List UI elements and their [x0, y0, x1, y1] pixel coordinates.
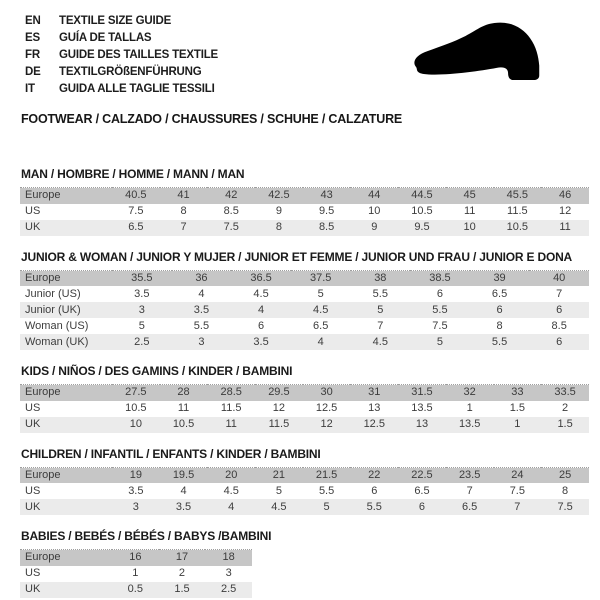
- row-label: Junior (US): [25, 287, 81, 300]
- row-label: UK: [20, 499, 112, 515]
- size-cell: 32: [446, 385, 494, 401]
- size-cell: 4: [231, 302, 291, 318]
- size-cell: 33.5: [541, 385, 589, 401]
- row-label: Junior (UK): [20, 302, 112, 318]
- size-cell: 6.5: [446, 499, 494, 515]
- language-code: ES: [25, 32, 40, 44]
- size-cell: 12.5: [350, 417, 398, 433]
- row-label: UK: [20, 582, 112, 598]
- size-cell: 10: [368, 205, 381, 217]
- size-cell: 39: [470, 270, 530, 286]
- size-cell: 5: [275, 484, 282, 497]
- size-cell: 6: [436, 287, 443, 300]
- size-cell: 3.5: [172, 302, 232, 318]
- size-cell: 4.5: [351, 334, 411, 350]
- category-heading: FOOTWEAR / CALZADO / CHAUSSURES / SCHUHE / CALZATURE: [21, 112, 403, 126]
- size-cell: 24: [494, 467, 542, 483]
- size-cell: 4: [180, 484, 187, 497]
- size-cell: 12.5: [315, 402, 338, 414]
- size-cell: 9.5: [398, 220, 446, 236]
- size-cell: 1.5: [541, 417, 589, 433]
- size-cell: 10.5: [125, 402, 147, 414]
- size-cell: 5.5: [318, 484, 335, 497]
- size-cell: 10: [112, 417, 160, 433]
- size-cell: 6.5: [414, 484, 430, 497]
- table-header-row: [20, 188, 589, 204]
- size-table: [20, 467, 589, 516]
- size-tables: [20, 168, 589, 600]
- table-title: CHILDREN / INFANTIL / ENFANTS / KINDER / BAMBINI: [21, 446, 321, 461]
- size-cell: 19: [112, 467, 160, 483]
- table-header-row: [20, 385, 589, 401]
- language-code: EN: [25, 15, 41, 27]
- language-list: [25, 13, 218, 98]
- size-cell: 11.5: [255, 417, 303, 433]
- size-cell: 12: [303, 417, 351, 433]
- size-cell: 21: [255, 467, 303, 483]
- size-cell: 8: [496, 319, 503, 332]
- table-title: MAN / HOMBRE / HOMME / MANN / MAN: [21, 167, 245, 181]
- language-row: [25, 13, 218, 30]
- table-row: [20, 318, 589, 334]
- size-cell: 3.5: [134, 287, 150, 300]
- table-row: [20, 204, 589, 220]
- size-cell: 4.5: [255, 499, 303, 515]
- size-cell: 35.5: [112, 270, 172, 286]
- size-cell: 7.5: [432, 319, 448, 332]
- size-cell: 12: [272, 402, 286, 414]
- size-cell: 8.5: [303, 220, 351, 236]
- size-cell: 6: [529, 334, 589, 350]
- size-cell: 7.5: [541, 499, 589, 515]
- table-block: [20, 168, 589, 236]
- size-cell: 1: [466, 402, 473, 414]
- size-cell: 5.5: [372, 287, 388, 300]
- size-cell: 9: [275, 205, 282, 217]
- size-cell: 18: [205, 550, 252, 566]
- table-row: [20, 566, 252, 582]
- size-cell: 7: [466, 484, 473, 497]
- size-cell: 11: [207, 417, 255, 433]
- size-cell: 6: [398, 499, 446, 515]
- size-cell: 0.5: [112, 582, 159, 598]
- size-cell: 11.5: [507, 205, 528, 217]
- size-cell: 3: [172, 334, 232, 350]
- size-cell: 4.5: [253, 287, 269, 300]
- size-cell: 4.5: [223, 484, 239, 497]
- size-cell: 2.5: [205, 582, 252, 598]
- size-cell: 8: [255, 220, 303, 236]
- table-block: [20, 530, 589, 598]
- size-cell: 3: [225, 567, 232, 579]
- table-row: [20, 401, 589, 417]
- row-label: Europe: [20, 550, 112, 566]
- table-header-row: [20, 467, 589, 483]
- size-cell: 5: [138, 319, 145, 332]
- size-cell: 25: [541, 467, 589, 483]
- size-cell: 22.5: [398, 467, 446, 483]
- row-label: US: [25, 567, 41, 579]
- size-cell: 42.5: [255, 188, 303, 204]
- size-cell: 11: [177, 402, 190, 414]
- table-header-row: [20, 550, 252, 566]
- size-cell: 11: [463, 205, 476, 217]
- row-label: Europe: [20, 467, 112, 483]
- size-table: [20, 384, 589, 433]
- size-cell: 6.5: [313, 319, 329, 332]
- size-cell: 5.5: [470, 334, 530, 350]
- row-label: UK: [20, 417, 112, 433]
- size-cell: 45.5: [494, 188, 542, 204]
- row-label: Europe: [20, 188, 112, 204]
- size-cell: 2.5: [112, 334, 172, 350]
- size-cell: 6.5: [491, 287, 508, 300]
- size-cell: 5: [303, 499, 351, 515]
- shoe-icon-path: [414, 23, 539, 80]
- size-cell: 23.5: [446, 467, 494, 483]
- size-cell: 31.5: [398, 385, 446, 401]
- size-cell: 38.5: [410, 270, 470, 286]
- size-cell: 7.5: [509, 484, 525, 497]
- size-cell: 12: [558, 205, 572, 217]
- size-cell: 3.5: [128, 484, 144, 497]
- size-cell: 8.5: [223, 205, 239, 217]
- row-label: US: [25, 484, 41, 497]
- size-cell: 4: [207, 499, 255, 515]
- row-label: UK: [20, 220, 112, 236]
- language-row: [25, 81, 218, 98]
- size-cell: 5.5: [193, 319, 210, 332]
- language-label: TEXTILE SIZE GUIDE: [59, 15, 172, 27]
- size-cell: 9: [350, 220, 398, 236]
- size-cell: 43: [303, 188, 351, 204]
- size-cell: 6: [529, 302, 589, 318]
- size-cell: 2: [562, 402, 569, 414]
- size-cell: 44.5: [398, 188, 446, 204]
- size-cell: 1: [132, 567, 139, 579]
- size-cell: 3: [112, 302, 172, 318]
- size-cell: 1.5: [509, 402, 525, 414]
- size-cell: 7.5: [128, 205, 144, 217]
- size-cell: 10.5: [160, 417, 208, 433]
- table-row: [20, 220, 589, 236]
- size-cell: 20: [207, 467, 255, 483]
- size-cell: 3: [112, 499, 160, 515]
- language-code: DE: [25, 66, 41, 78]
- table-row: [20, 286, 589, 302]
- size-cell: 5: [410, 334, 470, 350]
- size-cell: 16: [112, 550, 159, 566]
- size-cell: 4: [198, 287, 205, 300]
- table-title: KIDS / NIÑOS / DES GAMINS / KINDER / BAMBINI: [21, 364, 293, 378]
- size-cell: 28: [160, 385, 208, 401]
- size-cell: 1.5: [159, 582, 206, 598]
- table-block: [20, 448, 589, 516]
- table-block: [20, 251, 589, 351]
- size-cell: 5: [351, 302, 411, 318]
- size-cell: 28.5: [207, 385, 255, 401]
- size-cell: 33: [494, 385, 542, 401]
- language-row: [25, 47, 218, 64]
- table-row: [20, 582, 252, 598]
- size-cell: 42: [207, 188, 255, 204]
- size-cell: 10.5: [494, 220, 542, 236]
- size-cell: 4.5: [291, 302, 351, 318]
- size-cell: 8: [180, 205, 187, 217]
- size-cell: 13: [368, 402, 381, 414]
- size-cell: 10.5: [411, 205, 433, 217]
- size-cell: 7: [556, 287, 563, 300]
- size-cell: 46: [541, 188, 589, 204]
- language-label: TEXTILGRÖßENFÜHRUNG: [59, 66, 202, 78]
- size-cell: 8.5: [551, 319, 567, 332]
- size-cell: 29.5: [255, 385, 303, 401]
- table-title: JUNIOR & WOMAN / JUNIOR Y MUJER / JUNIOR ET FEMME / JUNIOR UND FRAU / JUNIOR E DONA: [21, 249, 573, 264]
- size-table: [20, 270, 589, 351]
- size-cell: 5.5: [410, 302, 470, 318]
- size-cell: 5: [317, 287, 324, 300]
- table-row: [20, 417, 589, 433]
- size-cell: 17: [159, 550, 206, 566]
- size-cell: 13.5: [411, 402, 433, 414]
- language-label: GUIDE DES TAILLES TEXTILE: [59, 49, 218, 61]
- row-label: US: [25, 205, 41, 217]
- size-cell: 30: [303, 385, 351, 401]
- row-label: Woman (UK): [20, 334, 112, 350]
- size-cell: 44: [350, 188, 398, 204]
- row-label: US: [25, 402, 41, 414]
- size-cell: 6.5: [112, 220, 160, 236]
- table-row: [20, 334, 589, 350]
- size-cell: 7: [160, 220, 208, 236]
- size-cell: 7.5: [207, 220, 255, 236]
- table-block: [20, 365, 589, 433]
- language-row: [25, 64, 218, 81]
- size-cell: 31: [350, 385, 398, 401]
- size-cell: 6: [371, 484, 378, 497]
- size-cell: 36: [172, 270, 232, 286]
- size-cell: 41: [160, 188, 208, 204]
- size-cell: 6: [258, 319, 265, 332]
- size-cell: 1: [494, 417, 542, 433]
- size-cell: 38: [351, 270, 411, 286]
- size-cell: 6: [470, 302, 530, 318]
- size-cell: 36.5: [231, 270, 291, 286]
- row-label: Europe: [20, 385, 112, 401]
- table-header-row: [20, 270, 589, 286]
- size-cell: 11: [541, 220, 589, 236]
- table-row: [20, 302, 589, 318]
- size-table: [20, 549, 252, 598]
- size-cell: 3.5: [231, 334, 291, 350]
- size-cell: 3.5: [160, 499, 208, 515]
- table-title: BABIES / BEBÉS / BÉBÉS / BABYS /BAMBINI: [21, 529, 272, 543]
- size-cell: 27.5: [112, 385, 160, 401]
- size-cell: 8: [562, 484, 569, 497]
- size-table: [20, 187, 589, 236]
- size-cell: 10: [446, 220, 494, 236]
- language-code: FR: [25, 49, 40, 61]
- size-cell: 5.5: [350, 499, 398, 515]
- size-cell: 13: [398, 417, 446, 433]
- size-cell: 40.5: [112, 188, 160, 204]
- language-row: [25, 30, 218, 47]
- size-cell: 45: [446, 188, 494, 204]
- size-cell: 4: [291, 334, 351, 350]
- language-label: GUÍA DE TALLAS: [59, 32, 152, 44]
- language-code: IT: [25, 83, 35, 95]
- table-row: [20, 483, 589, 499]
- size-cell: 37.5: [291, 270, 351, 286]
- size-cell: 2: [178, 567, 186, 579]
- shoe-icon: [394, 20, 572, 96]
- size-cell: 19.5: [160, 467, 208, 483]
- size-cell: 7: [494, 499, 542, 515]
- size-cell: 22: [350, 467, 398, 483]
- size-cell: 21.5: [303, 467, 351, 483]
- row-label: Woman (US): [25, 319, 89, 332]
- size-cell: 9.5: [318, 205, 335, 217]
- size-cell: 11.5: [220, 402, 242, 414]
- size-cell: 13.5: [446, 417, 494, 433]
- row-label: Europe: [20, 270, 112, 286]
- table-row: [20, 499, 589, 515]
- size-cell: 40: [529, 270, 589, 286]
- language-label: GUIDA ALLE TAGLIE TESSILI: [59, 83, 215, 95]
- size-cell: 7: [377, 319, 384, 332]
